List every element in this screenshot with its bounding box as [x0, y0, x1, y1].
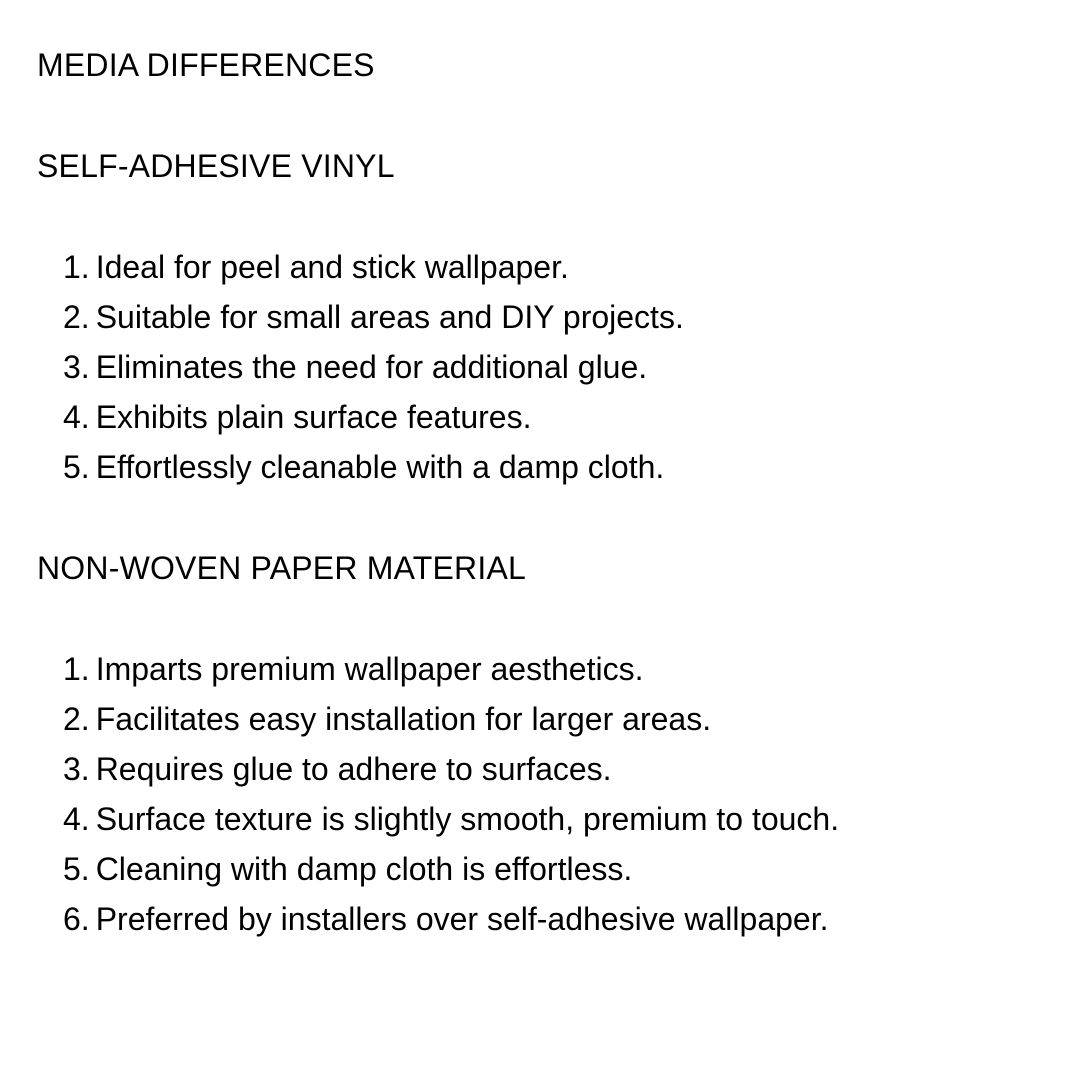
list-item-number: 2. — [63, 701, 90, 737]
list-item — [63, 894, 1040, 944]
list-item — [63, 342, 1040, 392]
list-item — [63, 744, 1040, 794]
list-item — [63, 392, 1040, 442]
non-woven-paper-material-list — [37, 644, 1040, 944]
list-item-number: 3. — [63, 349, 90, 385]
list-item-number: 2. — [63, 299, 90, 335]
list-item-number: 1. — [63, 651, 90, 687]
list-item-number: 5. — [63, 851, 90, 887]
list-item-number: 3. — [63, 751, 90, 787]
list-item — [63, 694, 1040, 744]
list-item-text: Exhibits plain surface features. — [95, 399, 532, 435]
list-item-number: 4. — [63, 801, 90, 837]
list-item-number: 6. — [63, 901, 90, 937]
list-item-number: 4. — [63, 399, 90, 435]
list-item-text: Suitable for small areas and DIY projects. — [95, 299, 684, 335]
section-heading-self-adhesive-vinyl: SELF-ADHESIVE VINYL — [37, 148, 395, 184]
list-item-text: Effortlessly cleanable with a damp cloth. — [95, 449, 665, 485]
list-item-text: Requires glue to adhere to surfaces. — [95, 751, 612, 787]
list-item — [63, 442, 1040, 492]
list-item — [63, 794, 1040, 844]
list-item-text: Facilitates easy installation for larger areas. — [95, 701, 712, 737]
list-item — [63, 292, 1040, 342]
list-item-number: 5. — [63, 449, 90, 485]
list-item-text: Eliminates the need for additional glue. — [95, 349, 648, 385]
list-item — [63, 844, 1040, 894]
list-item-text: Preferred by installers over self-adhesive wallpaper. — [95, 901, 829, 937]
list-item-text: Cleaning with damp cloth is effortless. — [95, 851, 633, 887]
page-title: MEDIA DIFFERENCES — [37, 47, 375, 83]
list-item-text: Ideal for peel and stick wallpaper. — [95, 249, 569, 285]
list-item-number: 1. — [63, 249, 90, 285]
list-item — [63, 644, 1040, 694]
section-heading-non-woven-paper-material: NON-WOVEN PAPER MATERIAL — [37, 550, 527, 586]
self-adhesive-vinyl-list — [37, 242, 1040, 492]
list-item-text: Surface texture is slightly smooth, premium to touch. — [95, 801, 840, 837]
list-item-text: Imparts premium wallpaper aesthetics. — [95, 651, 644, 687]
list-item — [63, 242, 1040, 292]
